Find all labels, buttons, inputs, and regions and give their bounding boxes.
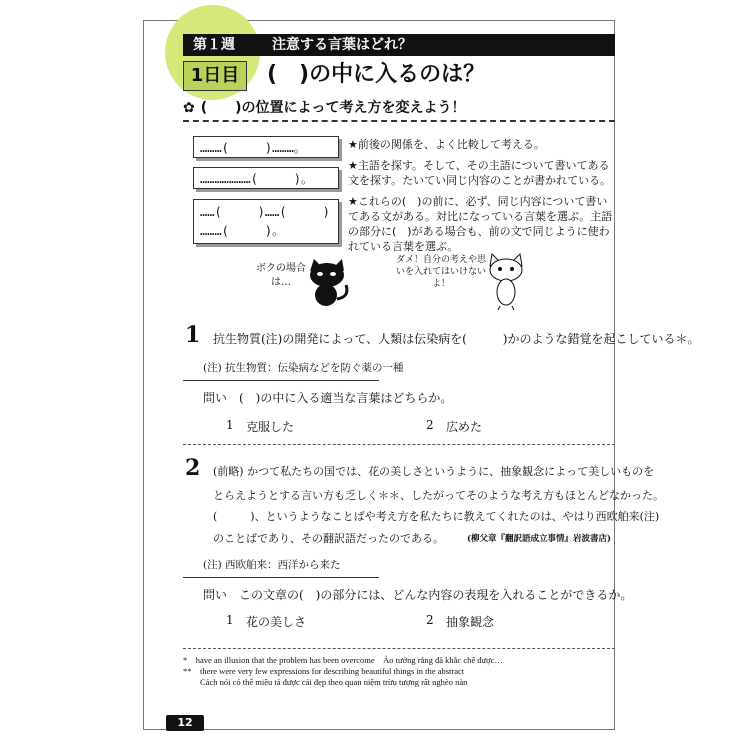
strategy-item: ★これらの( )の前に、必ず、同じ内容について書いてある文がある。対比になっている言葉を選ぶ。主語の部分に( )がある場合も、前の文で同じように使われている言葉を選ぶ。 bbox=[348, 195, 613, 253]
day-label: 1日目 bbox=[183, 61, 247, 91]
question-2-line-4: のことばであり、その翻訳語だったのである。 bbox=[213, 532, 444, 545]
pattern-box-3 bbox=[193, 199, 339, 244]
question-1-option-2[interactable]: 広めた bbox=[446, 420, 483, 434]
question-1-prompt: 問い ( )の中に入る適当な言葉はどちらか。 bbox=[203, 391, 453, 405]
footnote-divider bbox=[183, 648, 615, 649]
footnote-2: ** there were very few expressions for describing beautiful things in the abstract bbox=[183, 666, 465, 676]
mascot-speech-right: ダメ！自分の考えや思いを入れてはいけないよ！ bbox=[396, 255, 487, 289]
question-2-note-rule bbox=[183, 577, 379, 578]
workbook-page bbox=[143, 20, 615, 730]
page-number: 12 bbox=[166, 715, 204, 731]
strategy-item: ★前後の関係を、よく比較して考える。 bbox=[348, 138, 545, 151]
tip-text: ( )の位置によって考え方を変えよう！ bbox=[200, 100, 466, 116]
week-label: 第１週 bbox=[193, 37, 235, 53]
footnotes bbox=[183, 655, 503, 688]
question-2-line-3: ( )、というようなことばや考え方を私たちに教えてくれたのは、やはり西欧舶来(注) bbox=[213, 510, 660, 523]
question-2-note: (注) 西欧舶来：西洋から来た bbox=[203, 559, 341, 571]
question-2-line-2: とらえようとする言い方も乏しく＊＊、したがってそのような考え方もほとんどなかった。 bbox=[213, 489, 664, 502]
black-cat-icon bbox=[302, 257, 354, 311]
pattern-box-3-line-1: ……( )……( ) bbox=[200, 205, 330, 219]
pattern-box-3-line-2: ………( )。 bbox=[200, 224, 285, 238]
question-2-option-1-number: 1 bbox=[226, 613, 234, 627]
pattern-box-2: …………………( )。 bbox=[193, 167, 339, 189]
question-2-prompt: 問い この文章の( )の部分には、どんな内容の表現を入れることができるか。 bbox=[203, 588, 633, 602]
flower-icon: ✿ bbox=[183, 100, 195, 116]
question-1-number: 1 bbox=[185, 322, 201, 348]
footnote-1: * have an illusion that the problem has been overcome Ảo tưởng rằng đã khắc chế được… bbox=[183, 655, 503, 665]
question-2-option-1[interactable]: 花の美しさ bbox=[246, 615, 307, 629]
question-2-number: 2 bbox=[185, 455, 201, 481]
section-divider bbox=[183, 444, 615, 445]
question-1-option-1[interactable]: 克服した bbox=[246, 420, 295, 434]
week-title: 注意する言葉はどれ？ bbox=[272, 37, 412, 53]
white-cat-icon bbox=[482, 252, 532, 314]
question-2-option-2[interactable]: 抽象観念 bbox=[446, 615, 495, 629]
pattern-box-1: ………( )………。 bbox=[193, 136, 339, 158]
strategy-list bbox=[348, 137, 613, 260]
tip-heading bbox=[183, 97, 466, 117]
question-1-note-rule bbox=[183, 380, 379, 381]
week-header-bar bbox=[183, 34, 615, 56]
question-1-option-2-number: 2 bbox=[426, 418, 434, 432]
day-title: ( )の中に入るのは？ bbox=[267, 62, 486, 87]
question-2-source: (柳父章『翻訳語成立事情』岩波書店) bbox=[467, 534, 612, 544]
question-2-option-2-number: 2 bbox=[426, 613, 434, 627]
strategy-item: ★主語を探す。そして、その主語について書いてある文を探す。たいてい同じ内容のことが書かれている。 bbox=[348, 159, 612, 187]
tip-divider bbox=[183, 120, 615, 122]
mascot-speech-left: ボクの場合は… bbox=[256, 263, 306, 288]
question-2-line-1: (前略) かつて私たちの国では、花の美しさというように、抽象観念によって美しいものを bbox=[213, 465, 655, 478]
question-1-sentence: 抗生物質(注)の開発によって、人類は伝染病を( )かのような錯覚を起こしている＊。 bbox=[213, 332, 700, 346]
question-1-option-1-number: 1 bbox=[226, 418, 234, 432]
footnote-3: Cách nói có thể miêu tả được cái đẹp theo quan niệm trừu tượng rất nghèo nàn bbox=[183, 677, 468, 687]
question-1-note: (注) 抗生物質：伝染病などを防ぐ薬の一種 bbox=[203, 362, 404, 374]
